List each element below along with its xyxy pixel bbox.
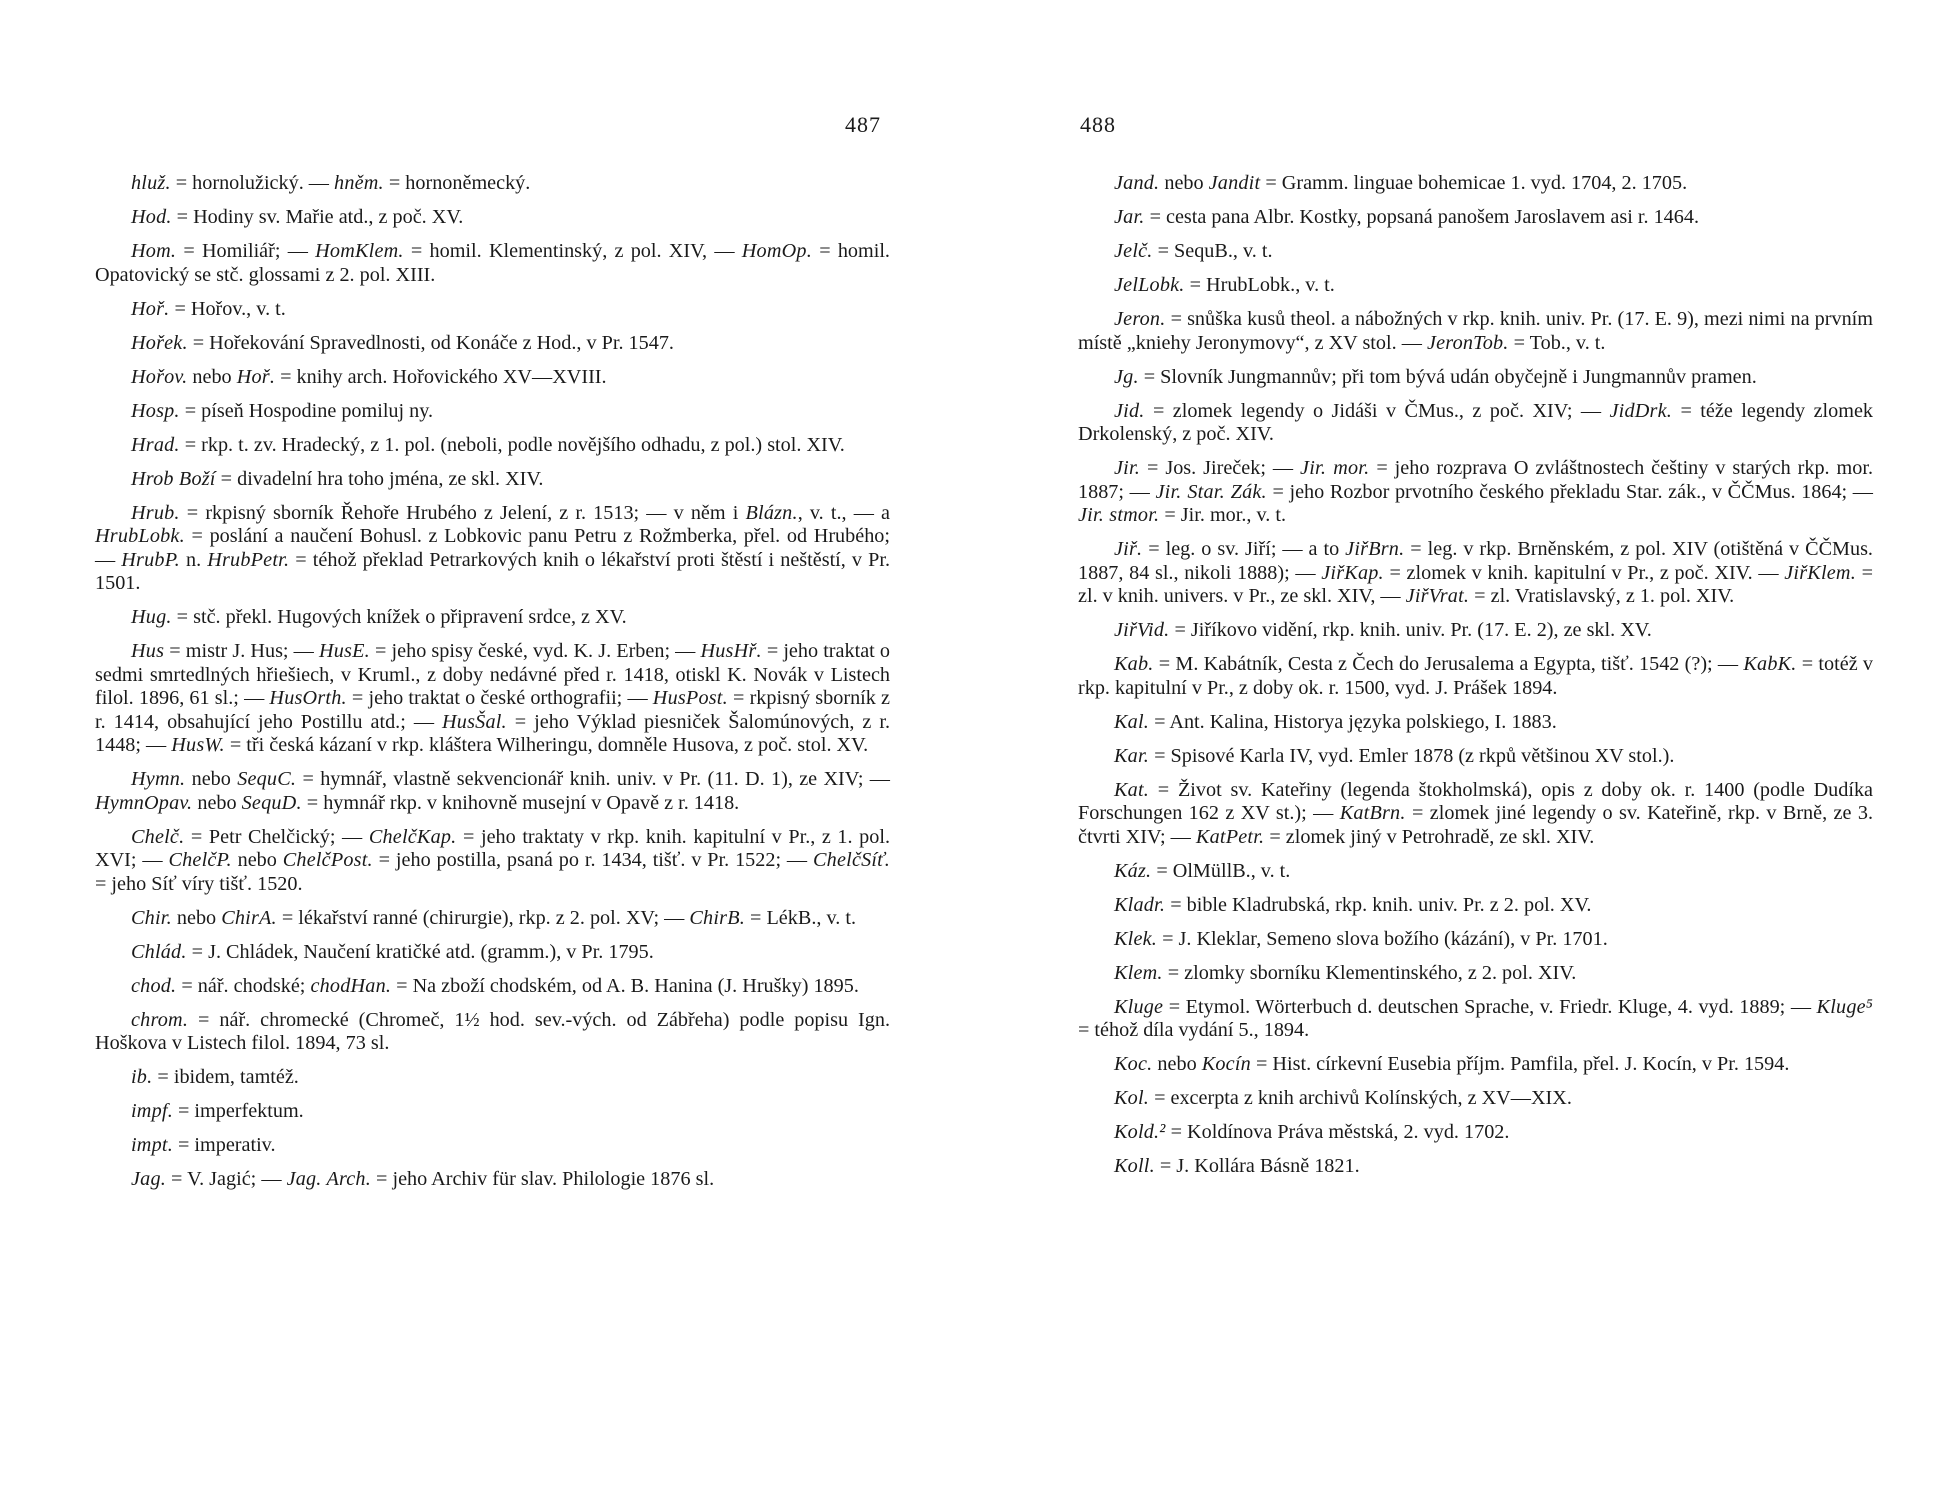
entry-text: = hymnář, vlastně sekvencionář knih. univ. v Pr. (11. D. 1), ze XIV; —	[296, 768, 890, 790]
entry-text: = leg. o sv. Jiří; — a to	[1142, 538, 1346, 560]
entry-text: = jeho Rozbor prvotního českého překladu Star. zák., v ČČMus. 1864; —	[1266, 480, 1873, 503]
dictionary-entry	[1078, 240, 1873, 264]
entry-abbreviation: KabK.	[1743, 653, 1797, 675]
entry-abbreviation: Hořek.	[131, 331, 188, 354]
entry-abbreviation: Kluge⁵	[1816, 995, 1873, 1018]
entry-text: = J. Kleklar, Semeno slova božího (kázání), v Pr. 1701.	[1157, 927, 1608, 950]
entry-abbreviation: HusW.	[171, 734, 225, 756]
entry-abbreviation: ChelčKap.	[368, 825, 457, 848]
entry-abbreviation: JiřKap.	[1321, 561, 1384, 584]
entry-abbreviation: Hug.	[131, 606, 172, 628]
entry-abbreviation: JelLobk.	[1114, 274, 1185, 296]
entry-text: = Hořekování Spravedlnosti, od Konáče z Hod., v Pr. 1547.	[187, 331, 674, 354]
entry-abbreviation: Jeron.	[1114, 308, 1166, 330]
dictionary-entry	[1078, 779, 1873, 850]
entry-text: = nář. chodské;	[176, 974, 311, 997]
dictionary-entry	[95, 640, 890, 758]
entry-text: = imperativ.	[172, 1134, 276, 1156]
entry-text: = stč. překl. Hugových knížek o připravení srdce, z XV.	[171, 606, 627, 628]
entry-text: = Hist. církevní Eusebia příjm. Pamfila, přel. J. Kocín, v Pr. 1594.	[1250, 1053, 1790, 1075]
entry-text: = Hořov., v. t.	[169, 297, 286, 320]
entry-text: = jeho traktaty v rkp. knih. kapitulní v Pr., z 1. pol. XVI; —	[95, 825, 890, 871]
entry-text: = zlomek v knih. kapitulní v Pr., z poč. XIV. —	[1383, 561, 1785, 584]
dictionary-entry	[95, 826, 890, 897]
entry-abbreviation: Hod.	[131, 206, 172, 228]
entry-text: = Gramm. linguae bohemicae 1. vyd. 1704, 2. 1705.	[1260, 172, 1688, 194]
entry-text: = píseň Hospodine pomiluj ny.	[179, 399, 434, 422]
entry-text: = zlomek legendy o Jidáši v ČMus., z poč. XIV; —	[1144, 399, 1610, 422]
entry-text: = Tob., v. t.	[1508, 331, 1606, 354]
entry-text: = Homiliář; —	[176, 240, 316, 262]
entry-abbreviation: Chelč.	[131, 825, 185, 848]
dictionary-entry	[1078, 996, 1873, 1043]
entry-abbreviation: Kat.	[1114, 778, 1150, 801]
entry-abbreviation: JiřKlem.	[1784, 561, 1856, 584]
entry-abbreviation: HusHř.	[700, 640, 762, 662]
entry-abbreviation: Klem.	[1114, 961, 1163, 984]
dictionary-entry	[1078, 928, 1873, 952]
entry-text: = Hodiny sv. Mařie atd., z poč. XV.	[171, 206, 464, 228]
entry-text: = J. Kollára Básně 1821.	[1154, 1155, 1360, 1177]
entry-abbreviation: Kal.	[1114, 710, 1150, 733]
entry-text: = totéž v rkp. kapitulní v Pr., z doby ok. r. 1500, vyd. J. Prášek 1894.	[1078, 653, 1873, 699]
entry-text: = téže legendy zlomek Drkolenský, z poč. XIV.	[1078, 399, 1874, 445]
entry-abbreviation: chodHan.	[310, 974, 392, 997]
entry-abbreviation: Hosp.	[131, 399, 180, 422]
entry-abbreviation: Blázn.	[745, 501, 798, 524]
entry-text: = LékB., v. t.	[745, 906, 857, 929]
entry-abbreviation: Klek.	[1114, 927, 1158, 950]
entry-abbreviation: Jag.	[131, 1168, 166, 1190]
entry-text: = jeho traktat o české orthografii; —	[346, 687, 653, 709]
right-page	[1078, 0, 1873, 1500]
entry-text: = jeho postilla, psaná po r. 1434, tišť. v Pr. 1522; —	[372, 849, 814, 871]
dictionary-entry	[1078, 308, 1873, 355]
entry-text: = J. Chládek, Naučení kratičké atd. (gramm.), v Pr. 1795.	[186, 940, 654, 963]
entry-abbreviation: HusPost.	[652, 687, 728, 709]
entry-text: nebo	[1159, 172, 1209, 194]
dictionary-entry	[1078, 860, 1873, 884]
entry-abbreviation: KatBrn.	[1339, 802, 1406, 824]
entry-text: = téhož překlad Petrarkových knih o lékařství proti štěstí i neštěstí, v Pr. 1501.	[95, 548, 890, 594]
entry-abbreviation: Kab.	[1114, 653, 1154, 675]
dictionary-entry	[1078, 745, 1873, 769]
entry-text: nebo	[231, 849, 283, 871]
dictionary-entry	[1078, 653, 1873, 700]
entry-abbreviation: Hořov.	[131, 365, 188, 388]
dictionary-entry	[1078, 711, 1873, 735]
entry-text: = Ant. Kalina, Historya języka polskiego, I. 1883.	[1149, 710, 1557, 733]
entry-abbreviation: ChirA.	[221, 906, 277, 929]
dictionary-entry	[95, 206, 890, 230]
entry-text: = SequB., v. t.	[1152, 240, 1273, 262]
entry-text: = cesta pana Albr. Kostky, popsaná panošem Jaroslavem asi r. 1464.	[1144, 206, 1699, 228]
dictionary-entry	[95, 768, 890, 815]
dictionary-entry	[95, 332, 890, 356]
entry-abbreviation: Jelč.	[1114, 240, 1153, 262]
entry-abbreviation: SequC.	[237, 768, 297, 790]
entry-text: = hymnář rkp. v knihovně musejní v Opavě z r. 1418.	[301, 791, 740, 814]
entry-abbreviation: HomKlem.	[315, 240, 404, 262]
entry-text: = mistr J. Hus; —	[164, 640, 319, 662]
entry-abbreviation: KatPetr.	[1195, 825, 1265, 848]
entry-abbreviation: Jag. Arch.	[286, 1168, 371, 1190]
entry-abbreviation: Jir. mor.	[1300, 457, 1370, 479]
entry-abbreviation: Jiř.	[1114, 538, 1143, 560]
entry-text: = bible Kladrubská, rkp. knih. univ. Pr. z 2. pol. XV.	[1165, 893, 1592, 916]
entry-abbreviation: Kocín	[1201, 1053, 1251, 1075]
entry-abbreviation: Jandit	[1208, 172, 1261, 194]
entry-text: = Koldínova Práva městská, 2. vyd. 1702.	[1165, 1121, 1510, 1143]
entry-abbreviation: Hoř.	[236, 365, 276, 388]
entry-abbreviation: HymnOpav.	[95, 791, 193, 814]
entry-text: = Na zboží chodském, od A. B. Hanina (J. Hrušky) 1895.	[391, 974, 859, 997]
dictionary-entry	[95, 172, 890, 196]
entry-abbreviation: HrubP.	[121, 548, 180, 571]
entry-text: = homil. Klementinský, z pol. XIV, —	[403, 240, 742, 262]
dictionary-entry	[1078, 172, 1873, 196]
entry-text: = zlomek jiné legendy o sv. Kateřině, rkp. v Brně, ze 3. čtvrti XIV; —	[1078, 802, 1873, 848]
entry-abbreviation: JiřVrat.	[1405, 585, 1470, 607]
entry-abbreviation: Jar.	[1114, 206, 1145, 228]
entry-abbreviation: Koll.	[1114, 1155, 1155, 1177]
dictionary-entry	[95, 468, 890, 492]
dictionary-entry	[95, 941, 890, 965]
dictionary-entry	[95, 434, 890, 458]
entry-text: = zl. v knih. univers. v Pr., ze skl. XIV, —	[1078, 561, 1874, 607]
entry-text: = Slovník Jungmannův; při tom bývá udán obyčejně i Jungmannův pramen.	[1138, 365, 1757, 388]
entry-abbreviation: Koc.	[1114, 1053, 1153, 1075]
dictionary-entry	[95, 1168, 890, 1192]
entry-text: n.	[179, 548, 208, 571]
entry-text: = HrubLobk., v. t.	[1184, 274, 1335, 296]
entry-abbreviation: chod.	[131, 974, 177, 997]
entry-text: nebo	[192, 791, 242, 814]
entry-abbreviation: ChelčPost.	[282, 849, 373, 871]
dictionary-entry	[1078, 1155, 1873, 1179]
entry-abbreviation: Hymn.	[131, 768, 186, 790]
entry-text: nebo	[187, 365, 237, 388]
entry-list	[1078, 172, 1873, 1189]
entry-text: = rkpisný sborník Řehoře Hrubého z Jelení, z r. 1513; — v něm i	[179, 501, 746, 524]
entry-text: = rkp. t. zv. Hradecký, z 1. pol. (neboli, podle novějšího odhadu, z pol.) stol. XIV.	[179, 433, 845, 456]
entry-text: = zl. Vratislavský, z 1. pol. XIV.	[1469, 585, 1735, 607]
entry-text: = OlMüllB., v. t.	[1151, 859, 1291, 882]
page-number: 487	[845, 112, 881, 137]
entry-text: = snůška kusů theol. a nábožných v rkp. knih. univ. Pr. (17. E. 9), mezi nimi na prvním místě „kniehy Jeronymovy“, z XV stol. —	[1078, 308, 1873, 354]
entry-abbreviation: Hrad.	[131, 433, 180, 456]
entry-abbreviation: Jir. stmor.	[1078, 504, 1160, 526]
entry-list	[95, 172, 890, 1202]
entry-abbreviation: Hrob Boží	[131, 467, 216, 490]
dictionary-entry	[1078, 1121, 1873, 1145]
entry-abbreviation: ChelčP.	[168, 849, 232, 871]
entry-text: = divadelní hra toho jména, ze skl. XIV.	[215, 467, 544, 490]
entry-abbreviation: hněm.	[334, 172, 384, 194]
entry-abbreviation: Káz.	[1114, 859, 1152, 882]
dictionary-entry	[1078, 962, 1873, 986]
entry-abbreviation: Jid.	[1114, 399, 1145, 422]
entry-text: = V. Jagić; —	[166, 1168, 287, 1190]
entry-abbreviation: Hrub.	[131, 501, 180, 524]
entry-text: = imperfektum.	[172, 1100, 304, 1122]
entry-text: = Život sv. Kateřiny (legenda štokholmská), opis z doby ok. r. 1400 (podle Dudíka Forschungen 162 z XV st.); —	[1078, 778, 1873, 824]
entry-text: = Spisové Karla IV, vyd. Emler 1878 (z rkpů většinou XV stol.).	[1149, 744, 1675, 767]
entry-text: = poslání a naučení Bohusl. z Lobkovic panu Petru z Rožmberka, přel. od Hrubého; —	[95, 525, 890, 571]
entry-abbreviation: JeronTob.	[1426, 331, 1509, 354]
dictionary-entry	[95, 1134, 890, 1158]
entry-text: = jeho Archiv für slav. Philologie 1876 sl.	[370, 1168, 715, 1190]
entry-abbreviation: impt.	[131, 1134, 173, 1156]
entry-abbreviation: ChelčSíť.	[813, 849, 890, 871]
dictionary-entry	[1078, 457, 1873, 528]
entry-text: = hornoněmecký.	[383, 172, 531, 194]
dictionary-entry	[95, 606, 890, 630]
entry-abbreviation: HrubPetr.	[207, 548, 290, 571]
entry-text: = hornolužický. —	[170, 172, 335, 194]
entry-text: = téhož díla vydání 5., 1894.	[1078, 1019, 1310, 1041]
entry-abbreviation: Kluge	[1114, 995, 1164, 1018]
entry-abbreviation: HusŠal.	[442, 710, 507, 733]
dictionary-entry	[1078, 894, 1873, 918]
dictionary-entry	[1078, 206, 1873, 230]
dictionary-entry	[95, 907, 890, 931]
dictionary-entry	[95, 240, 890, 287]
entry-abbreviation: HusOrth.	[269, 687, 347, 709]
entry-text: = nář. chromecké (Chromeč, 1½ hod. sev.-vých. od Zábřeha) podle popisu Ign. Hoškova v Listech filol. 1894, 73 sl.	[95, 1008, 890, 1054]
dictionary-entry	[1078, 274, 1873, 298]
entry-abbreviation: hluž.	[131, 172, 171, 194]
entry-text: = jeho rozprava O zvláštnostech češtiny v starých rkp. mor. 1887; —	[1078, 457, 1873, 503]
dictionary-entry	[95, 1066, 890, 1090]
entry-abbreviation: Jand.	[1114, 172, 1160, 194]
entry-abbreviation: Hus	[131, 640, 165, 662]
dictionary-entry	[95, 975, 890, 999]
entry-text: = tři česká kázaní v rkp. kláštera Wilheringu, domněle Husova, z poč. stol. XV.	[224, 734, 869, 756]
entry-abbreviation: Jir.	[1114, 457, 1141, 479]
entry-text: = knihy arch. Hořovického XV—XVIII.	[275, 365, 607, 388]
entry-abbreviation: JiřBrn.	[1345, 538, 1405, 560]
entry-abbreviation: Jir. Star. Zák.	[1155, 480, 1267, 503]
dictionary-entry	[1078, 538, 1873, 609]
dictionary-entry	[1078, 1087, 1873, 1111]
entry-abbreviation: ChirB.	[689, 906, 745, 929]
entry-text: = jeho traktat o sedmi smrtedlných hřiešiech, v Kruml., z doby nedávné před r. 1418, otiskl K. Novák v Listech filol. 1896, 61 sl.; —	[95, 640, 890, 709]
entry-text: = rkpisný sborník z r. 1414, obsahující jeho Postillu atd.; —	[95, 687, 890, 733]
entry-text: = ibidem, tamtéž.	[152, 1066, 299, 1088]
entry-abbreviation: impf.	[131, 1100, 173, 1122]
entry-abbreviation: JiřVid.	[1114, 619, 1170, 641]
entry-text: = M. Kabátník, Cesta z Čech do Jerusalema a Egypta, tišť. 1542 (?); —	[1153, 653, 1744, 675]
dictionary-entry	[95, 366, 890, 390]
entry-text: = jeho Výklad piesniček Šalomúnových, z r. 1448; —	[95, 710, 890, 756]
page-number: 488	[1080, 112, 1116, 137]
entry-text: = Jir. mor., v. t.	[1159, 504, 1287, 526]
entry-abbreviation: chrom.	[131, 1008, 189, 1031]
entry-abbreviation: Chir.	[131, 906, 172, 929]
entry-text: = jeho Síť víry tišť. 1520.	[95, 872, 303, 895]
entry-abbreviation: Jg.	[1114, 365, 1139, 388]
entry-text: nebo	[185, 768, 238, 790]
entry-abbreviation: Hoř.	[131, 297, 170, 320]
entry-text: nebo	[1152, 1053, 1202, 1075]
entry-text: = Etymol. Wörterbuch d. deutschen Sprache, v. Friedr. Kluge, 4. vyd. 1889; —	[1163, 995, 1817, 1018]
dictionary-entry	[1078, 366, 1873, 390]
entry-abbreviation: Kladr.	[1114, 893, 1166, 916]
dictionary-entry	[95, 1100, 890, 1124]
dictionary-entry	[1078, 1053, 1873, 1077]
entry-text: = Petr Chelčický; —	[184, 825, 369, 848]
entry-abbreviation: SequD.	[241, 791, 302, 814]
entry-abbreviation: HrubLobk.	[95, 525, 185, 547]
entry-text: nebo	[171, 906, 222, 929]
entry-abbreviation: ib.	[131, 1066, 153, 1088]
entry-abbreviation: Kold.²	[1114, 1121, 1166, 1143]
dictionary-entry	[1078, 400, 1873, 447]
entry-text: = Jiříkovo vidění, rkp. knih. univ. Pr. (17. E. 2), ze skl. XV.	[1169, 619, 1652, 641]
entry-abbreviation: Chlád.	[131, 940, 187, 963]
entry-abbreviation: Kar.	[1114, 744, 1150, 767]
dictionary-entry	[95, 400, 890, 424]
entry-text: = homil. Opatovický se stč. glossami z 2. pol. XIII.	[95, 240, 890, 286]
entry-text: = leg. v rkp. Brněnském, z pol. XIV (otištěná v ČČMus. 1887, 84 sl., nikoli 1888); —	[1078, 538, 1873, 584]
entry-text: = lékařství ranné (chirurgie), rkp. z 2. pol. XV; —	[276, 906, 690, 929]
left-page	[95, 0, 890, 1500]
entry-text: = excerpta z knih archivů Kolínských, z XV—XIX.	[1149, 1087, 1572, 1109]
dictionary-entry	[95, 502, 890, 596]
entry-text: = zlomek jiný v Petrohradě, ze skl. XIV.	[1264, 825, 1595, 848]
entry-text: , v. t., — a	[797, 501, 890, 524]
entry-abbreviation: JidDrk.	[1609, 399, 1673, 422]
entry-text: = jeho spisy české, vyd. K. J. Erben; —	[369, 640, 701, 662]
entry-abbreviation: HusE.	[318, 640, 370, 662]
entry-text: = Jos. Jireček; —	[1140, 457, 1301, 479]
dictionary-entry	[95, 1009, 890, 1056]
entry-abbreviation: HomOp.	[741, 240, 812, 262]
entry-abbreviation: Hom.	[131, 240, 177, 262]
dictionary-entry	[1078, 619, 1873, 643]
entry-text: = zlomky sborníku Klementinského, z 2. pol. XIV.	[1162, 961, 1577, 984]
dictionary-entry	[95, 298, 890, 322]
entry-abbreviation: Kol.	[1114, 1087, 1150, 1109]
